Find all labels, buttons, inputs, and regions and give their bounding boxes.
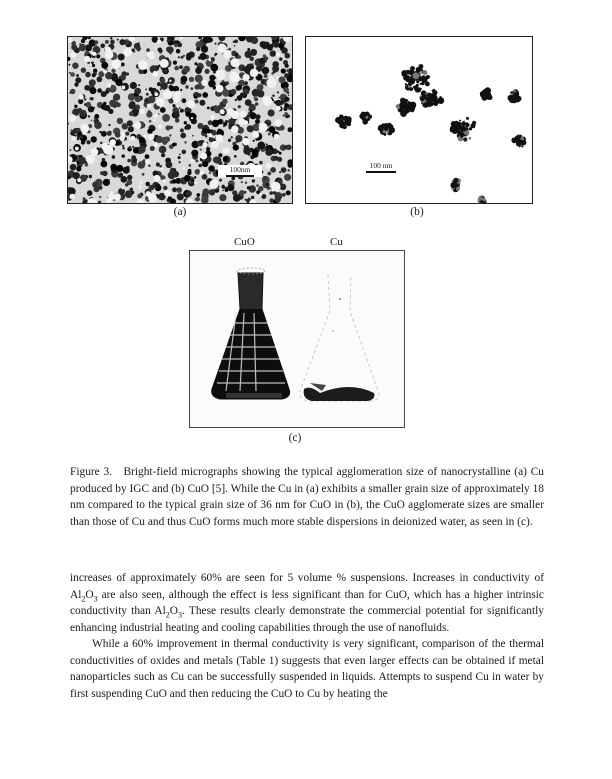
flask-photo-image — [190, 251, 404, 427]
p2-text: While a 60% improvement in thermal conductivity is very significant, comparison of the thermal conductivities of oxides and metals (Table 1) suggests that even larger effects can be obtained if metal nanoparticles such as Cu can be successfully suspended in liquids. Attempts to suspend Cu in water by first suspending CuO and then reducing the CuO to Cu by heating the — [70, 638, 544, 700]
scale-bar-b — [356, 161, 406, 173]
micrograph-b-image — [306, 37, 532, 203]
micrograph-b — [305, 36, 533, 204]
p1-part-c: are also seen, although the effect is less significant than for CuO, which has a higher intrinsic conductivity than Al — [70, 588, 544, 618]
figure-caption — [70, 464, 544, 530]
micrograph-a — [67, 36, 293, 204]
sub-2b: 2 — [165, 610, 170, 620]
panel-label-a: (a) — [173, 206, 187, 218]
flask-photo-c — [189, 250, 405, 428]
panel-label-b: (b) — [410, 206, 424, 218]
caption-text: Bright-field micrographs showing the typical agglomeration size of nanocrystalline (a) Cu produced by IGC and (b) CuO [5]. While the Cu in (a) exhibits a smaller grain size of approximately 18 nm compared to the typical grain size of 36 nm for CuO in (b), the CuO agglomerate sizes are smaller than those of Cu and thus CuO forms much more stable dispersions in deionized water, as seen in (c). — [70, 466, 545, 528]
micrograph-a-image — [68, 37, 292, 203]
caption-lead: Figure 3. — [70, 466, 113, 478]
p1-part-d: O — [169, 605, 178, 618]
body-paragraph-1 — [70, 570, 544, 636]
scale-label-b: 100 nm — [369, 161, 393, 170]
p1-part-e: . These results clearly demonstrate the commercial potential for significantly enhancing industrial heating and cooling capabilities through the use of nanofluids. — [70, 605, 544, 634]
sub-3b: 3 — [178, 610, 182, 620]
scale-bar-a — [218, 165, 262, 177]
scale-label-a: 100nm — [229, 165, 251, 174]
flask-label-cuo: CuO — [234, 236, 255, 248]
p1-part-a: increases of approximately 60% are seen for 5 volume % suspensions. Increases in conductivity of Al — [70, 572, 544, 601]
sub-2a: 2 — [81, 593, 86, 603]
sub-3a: 3 — [93, 593, 98, 603]
panel-label-c: (c) — [288, 432, 302, 444]
flask-label-cu: Cu — [330, 236, 343, 248]
body-paragraph-2 — [70, 636, 544, 702]
p1-part-b: O — [85, 588, 94, 601]
